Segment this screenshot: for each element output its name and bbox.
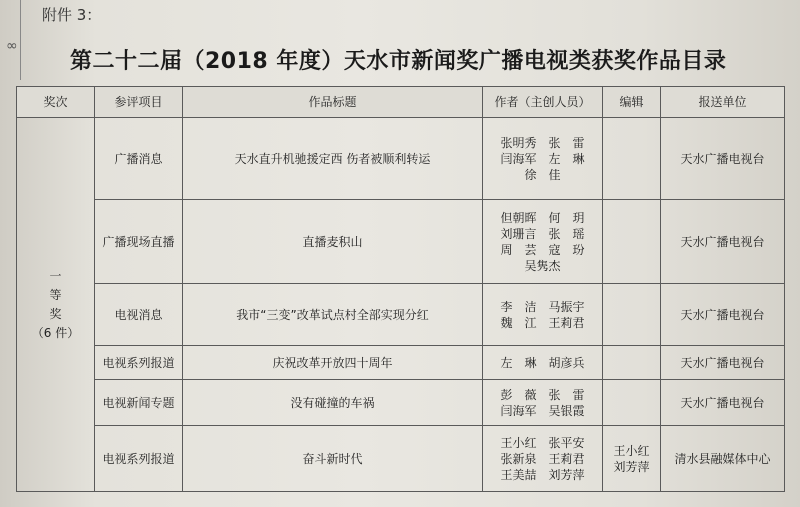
award-level-text: （6 件） xyxy=(31,325,80,340)
category-cell: 电视系列报道 xyxy=(95,426,183,492)
authors-cell xyxy=(483,346,603,380)
authors-cell xyxy=(483,426,603,492)
title-cell: 天水直升机驰援定西 伤者被顺利转运 xyxy=(183,118,483,200)
margin-line xyxy=(20,0,21,80)
column-header: 作品标题 xyxy=(183,87,483,118)
column-header: 奖次 xyxy=(17,87,95,118)
category-cell: 电视新闻专题 xyxy=(95,380,183,426)
award-level-cell xyxy=(17,118,95,492)
column-header: 作者（主创人员） xyxy=(483,87,603,118)
unit-cell: 天水广播电视台 xyxy=(661,284,785,346)
author-line: 左 琳 胡彦兵 xyxy=(500,355,585,370)
title-cell: 奋斗新时代 xyxy=(183,426,483,492)
table-row xyxy=(17,118,785,200)
editor-line: 刘芳萍 xyxy=(613,459,650,474)
author-line: 周 芸 寇 玢 xyxy=(500,242,585,257)
editor-cell xyxy=(603,118,661,200)
authors-cell xyxy=(483,118,603,200)
unit-cell: 天水广播电视台 xyxy=(661,380,785,426)
award-level-text: 奖 xyxy=(49,306,62,321)
award-level-text: 等 xyxy=(49,287,62,302)
column-header: 编辑 xyxy=(603,87,661,118)
editor-cell xyxy=(603,380,661,426)
author-line: 刘珊言 张 瑶 xyxy=(500,226,585,241)
editor-line: 王小红 xyxy=(613,443,650,458)
category-cell: 广播消息 xyxy=(95,118,183,200)
title-cell: 我市“三变”改革试点村全部实现分红 xyxy=(183,284,483,346)
annex-label: 附件 3： xyxy=(42,6,102,24)
editor-cell xyxy=(603,426,661,492)
unit-cell: 天水广播电视台 xyxy=(661,346,785,380)
authors-cell xyxy=(483,380,603,426)
unit-cell: 清水县融媒体中心 xyxy=(661,426,785,492)
unit-cell: 天水广播电视台 xyxy=(661,200,785,284)
author-line: 彭 薇 张 雷 xyxy=(500,387,585,402)
category-cell: 电视消息 xyxy=(95,284,183,346)
author-line: 闫海军 左 琳 xyxy=(500,151,585,166)
table-header-row xyxy=(17,87,785,118)
table-row xyxy=(17,346,785,380)
author-line: 闫海军 吴银霞 xyxy=(500,403,585,418)
column-header: 参评项目 xyxy=(95,87,183,118)
title-cell: 直播麦积山 xyxy=(183,200,483,284)
author-line: 吴隽杰 xyxy=(524,258,561,273)
author-line: 魏 江 王莉君 xyxy=(500,315,585,330)
editor-cell xyxy=(603,284,661,346)
author-line: 但朝晖 何 玥 xyxy=(500,210,585,225)
authors-cell xyxy=(483,200,603,284)
table-row xyxy=(17,426,785,492)
title-cell: 没有碰撞的车祸 xyxy=(183,380,483,426)
category-cell: 广播现场直播 xyxy=(95,200,183,284)
document-title: 第二十二届（2018 年度）天水市新闻奖广播电视类获奖作品目录 xyxy=(70,49,727,74)
author-line: 张明秀 张 雷 xyxy=(500,135,585,150)
page-mark: ∞ xyxy=(6,38,18,54)
authors-cell xyxy=(483,284,603,346)
author-line: 王小红 张平安 xyxy=(500,435,585,450)
editor-cell xyxy=(603,346,661,380)
unit-cell: 天水广播电视台 xyxy=(661,118,785,200)
author-line: 徐 佳 xyxy=(524,167,561,182)
column-header: 报送单位 xyxy=(661,87,785,118)
author-line: 李 洁 马振宇 xyxy=(500,299,585,314)
editor-cell xyxy=(603,200,661,284)
category-cell: 电视系列报道 xyxy=(95,346,183,380)
table-row xyxy=(17,200,785,284)
awards-table xyxy=(16,86,785,492)
table-row xyxy=(17,380,785,426)
author-line: 张新泉 王莉君 xyxy=(500,451,585,466)
author-line: 王美喆 刘芳萍 xyxy=(500,467,585,482)
title-cell: 庆祝改革开放四十周年 xyxy=(183,346,483,380)
table-row xyxy=(17,284,785,346)
award-level-text: 一 xyxy=(49,268,62,283)
